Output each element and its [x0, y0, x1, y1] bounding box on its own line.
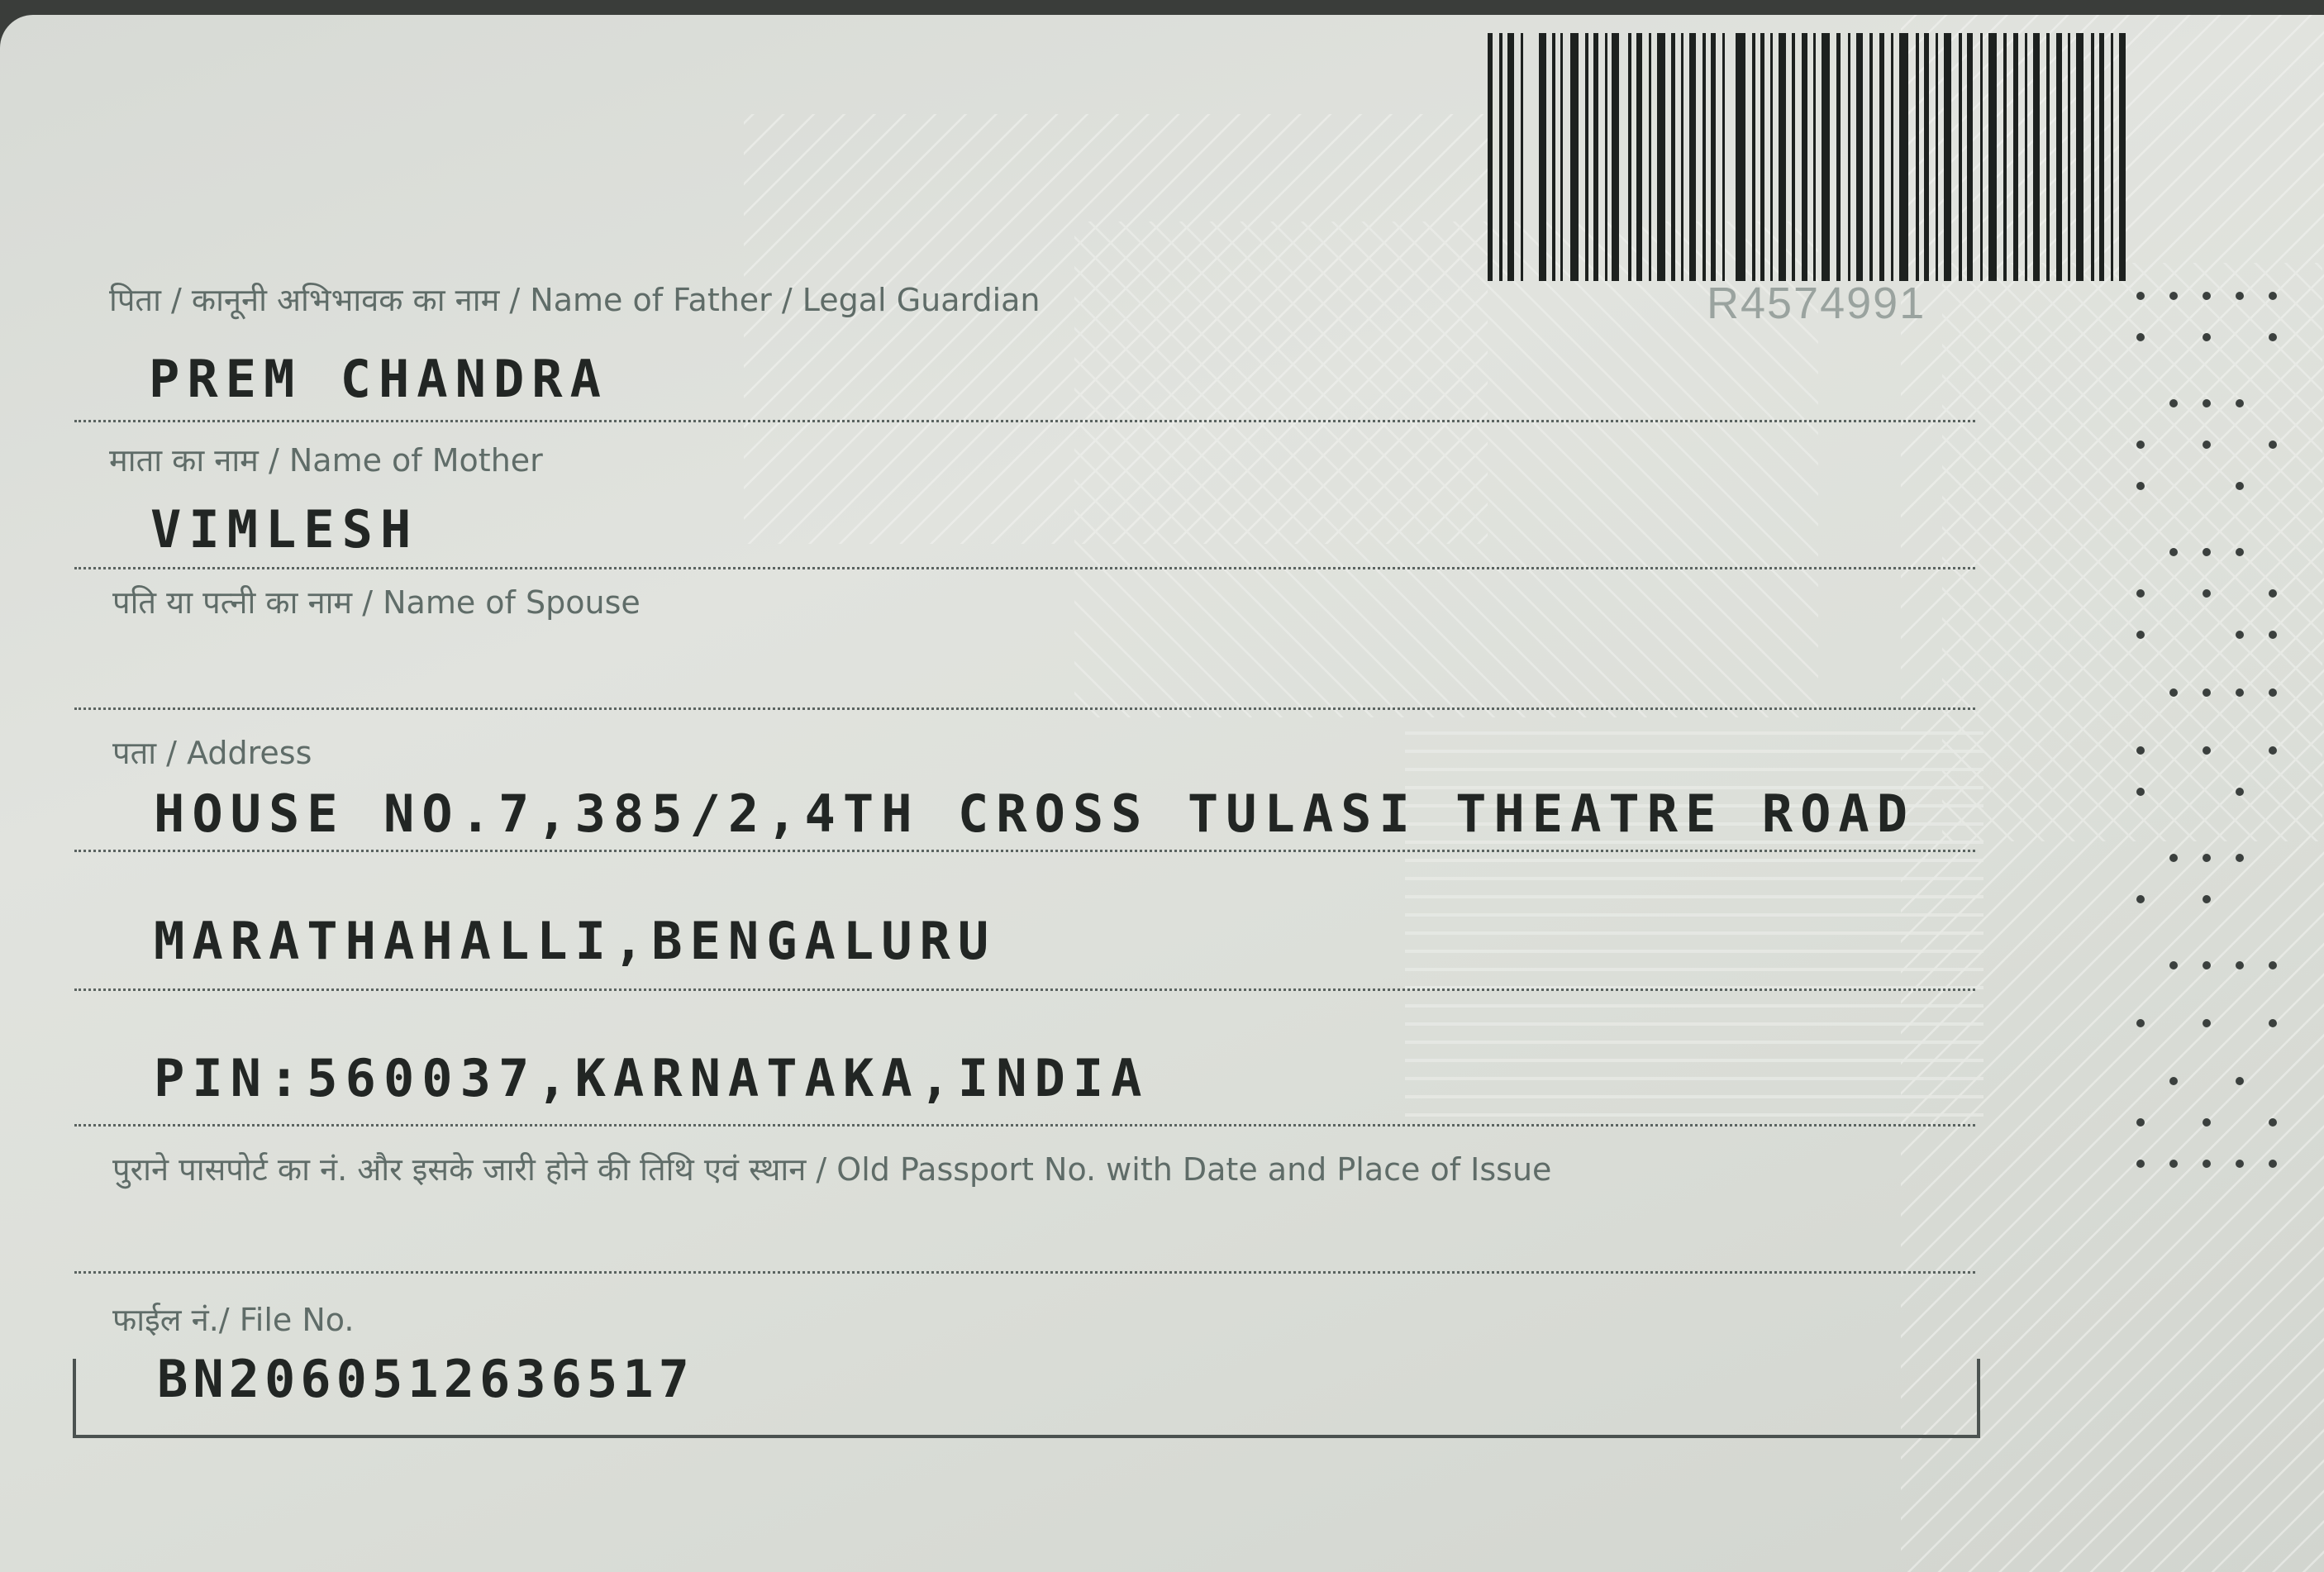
mother-value: VIMLESH	[150, 499, 419, 560]
old-passport-rule	[74, 1271, 1975, 1274]
perforated-passport-number	[2124, 263, 2322, 1337]
mother-rule	[74, 567, 1975, 569]
barcode	[1488, 33, 2174, 298]
old-passport-label: पुराने पासपोर्ट का नं. और इसके जारी होने की तिथि एवं स्थान / Old Passport No. with Date and Place of Issue	[112, 1151, 1552, 1188]
address-line-3: PIN:560037,KARNATAKA,INDIA	[154, 1048, 1150, 1108]
mother-label: माता का नाम / Name of Mother	[109, 442, 543, 479]
address-rule-1	[74, 850, 1975, 852]
address-line-2: MARATHAHALLI,BENGALURU	[154, 911, 997, 971]
spouse-label: पति या पत्नी का नाम / Name of Spouse	[112, 584, 641, 621]
file-number-label: फाईल नं./ File No.	[112, 1302, 355, 1338]
barcode-number: R4574991	[1707, 279, 1926, 328]
father-rule	[74, 420, 1975, 422]
passport-last-page	[0, 15, 2324, 1572]
address-rule-2	[74, 988, 1975, 991]
father-value: PREM CHANDRA	[149, 349, 608, 409]
father-label: पिता / कानूनी अभिभावक का नाम / Name of Father / Legal Guardian	[109, 282, 1041, 318]
file-number-value: BN2060512636517	[157, 1349, 694, 1409]
address-line-1: HOUSE NO.7,385/2,4TH CROSS TULASI THEATRE ROAD	[154, 784, 1916, 844]
spouse-rule	[74, 707, 1975, 710]
address-rule-3	[74, 1124, 1975, 1127]
address-label: पता / Address	[112, 735, 312, 771]
